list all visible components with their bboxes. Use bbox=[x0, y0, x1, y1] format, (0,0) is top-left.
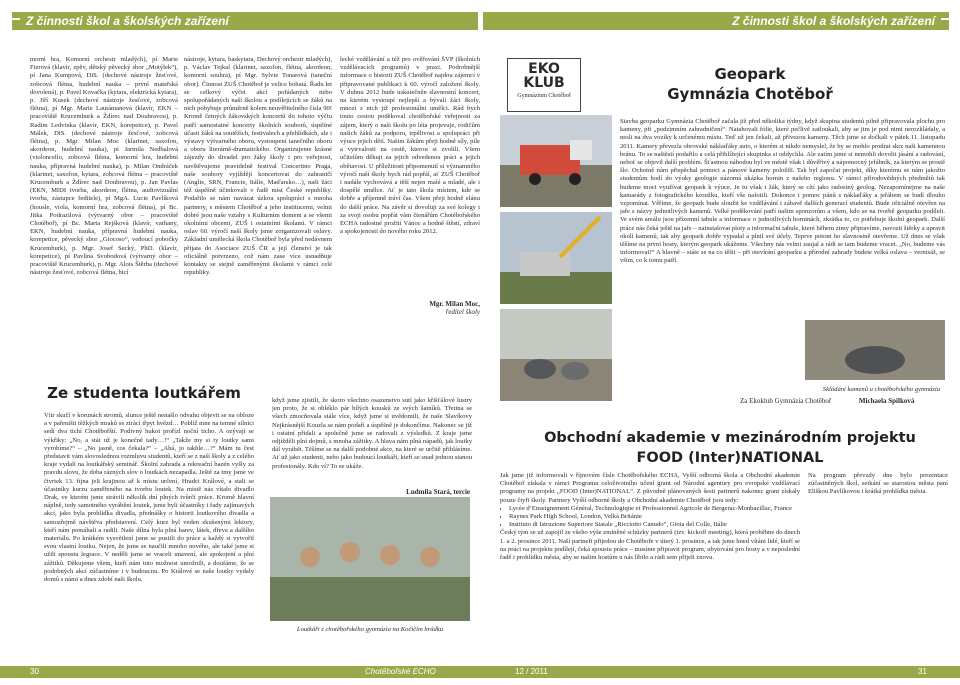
geopark-credits bbox=[740, 397, 950, 405]
footer-page-left: 30 bbox=[30, 667, 39, 676]
geopark-credit-right: Michaela Spilková bbox=[858, 397, 915, 405]
food-text2: Český tým se už zapojil ze všeho výše zmíněné schůzky partnerů (tzv. kickoff meeting), která proběhne do dnech 1. a 2. prosince 2011. Naší partneři přijedou do Chotěboře v úterý 1. prosince, a tak jsme hned vítáni lidé, kteří se na práci na projektu podílejí, čeká spoustu práce – musíme připravit program, ubytování pro hosty a v neposlední řadě i prohlídku města, aby se našim hostům u nás líbilo a rádi sem přijeli znovu. bbox=[500, 529, 800, 562]
footer-issue: 12 / 2011 bbox=[515, 667, 548, 676]
food-title-line1: Obchodní akademie v mezinárodním projektu bbox=[544, 430, 916, 446]
loutkari-text2: když jsme zjistili, že skoro všechno osazenstvo sutí jako křišťálové lustry jen proto, že si obléklo pár bílých kousků ze svých šatníků. Třetina se všech zmocňovala stále více, když jsme si uvědomili, že naše Slavíkovy Nejkrásnější Kouzla se nám podaří a úspěšně je dokončíme. Nakonec se již i ostatní přidali a společně jsme se radovali z výsledků. Z kraje jsme odjížděli plní dojmů, s mnoha zážitky. A hlava nám plná nápadů, jak loutky dál vyrábět. Těšíme se na další podobné akce, na které se určitě přihlásíme. Ať už jako studenti, nebo jako budoucí loutkáři, kteří se snad jednou stanou profesionály. Kdo ví? To se ukáže. bbox=[272, 397, 472, 470]
truck-photo-icon bbox=[500, 115, 612, 207]
loutkari-article bbox=[44, 412, 254, 642]
activities-text: nástroje, kytara, baskytara, Dechový orchestr mladých), p. Václav Tejkal (klarinet, saxofon, flétna, akordeon, komorní souhra), pí Mgr. Sylvie Tonarová (taneční obor). Činnost ZUŠ Chotěboř je velice bohatá. Řadu let se celkový výčet akcí pořádaných nebo spolupořádaných naší školou a podílejících se žáků na nich pohybuje průměrně kolem neuvěřitelného čísla 90! Kromě četných žákovských koncertů do tohoto výčtu patří samostatné koncerty školních souborů, úspěšné účasti žáků na soutěžích, festivalech a přehlídkách, ale i výstavy výtvarného oboru, vystoupení tanečního oboru a oboru literárně-dramatického. Organizujeme krásné zájezdy do divadel pro žáky školy i pro veřejnost, navštěvujeme pravidelně festival Concertino Praga, naše soubory vyjíždějí koncertovat do zahraničí (Anglie, SRN, Francie, Itálie, Maďarsko…), naši žáci též úspěšně účinkovali v řadě míst České republiky. Podařilo se nám navázat úzkou spolupráci s mnoha partnery, s městem Chotěboř a jeho institucemi, velmi dobré jsou naše vztahy s Kulturním domem a se všemi okolními obcemi, ZUŠ i ostatními školami. V rámci oslav 60. výročí naší školy jsme zorganizovali oslavy. Základní umělecká škola Chotěboř byla před nedávnem přijata do Asociace ZUŠ ČR a její členství je tak oficiálně potvrzeno, což nám zase více usnadňuje kontakty se stejně zaměřenými školami v rámci celé republiky. bbox=[184, 56, 332, 277]
logo-line2: KLUB bbox=[523, 75, 565, 91]
footer-bar bbox=[0, 666, 960, 678]
loutkari-text: Vítr skučí v korunách stromů, slunce ještě nenašlo odvahu objevit se na obloze a v pařeništi těžkých mraků se ztrácí třpyt hvězd… Poblíž mne na temné silnici sedí dva tichí Chotěbořští. Podivný hukot prořízl noční ticho. A ozývají se výkřiky: „No, a stát už je konečně tady…!“ „Takže my si ty loutky sami vyrobíme?“ – „No jasně, cos čekala?“ – „Ahá, jo takhle…?“ Mám tu čest představit vám slovoslednou rozmluvu studentů, kteří se z naší školy a z celého kraje vydali na loutkářský seminář. Školní zahrada a rekreační bazén vyšly za pravdu slovu, že doba rázných slov o loutkách nezapadla. Ještě za tmy jsme ve čtvrtek 13. října jeli krajinou až k místu určení, Hradci Králové, a stali se účastníky kurzu zaměřeného na tvorbu loutek. Na místě nás vítalo divadlo Drak, ve kterém jsme strávili několik dní plných tvůrčí práce. Kromě hlavní náplně, tedy samotného vyrábění loutek, jsme byli účastníky i řady zajímavých akcí, jako byla prohlídka divadla, přednášky o historii loutkového divadla a samozřejmě návštěva představení. Celý kurz byl veden zkušenými lektory, kteří nám pomáhali a radili. Naše dílna byla plná barev, látek, dřeva a dalšího materiálu. Po krátkém vysvětlení jsme se pustili do práce a každý si vytvořil svou vlastní loutku. Nejen, že jsme se naučili mnoho nového, ale také jsme si užili spoustu legrace. V neděli jsme se vraceli unavení, ale spokojení a plní zážitků. Děkujeme všem, kteří nám tuto možnost umožnili, a doufáme, že se podobných akcí zúčastníme i v budoucnu. Po Králové se naše loutky vydaly domů s námi a dnes zdobí naši školu. bbox=[44, 412, 254, 584]
ekoklub-logo bbox=[507, 58, 581, 112]
footer-page-right: 31 bbox=[918, 667, 927, 676]
signature-name: Mgr. Milan Moc, bbox=[429, 300, 480, 308]
closing-text: lecké vzdělávání a též pro ověřování ŠVP (školních vzdělávacích programů) v praxi. Podrobnější informace o historii ZUŠ Chotěboř najdou zájemci v připravované publikaci k 60. výročí založení školy. V dubnu 2012 bude uskutečněn slavnostní koncert, na kterém vystoupí nejlepší a bývalí žáci školy, mnozí z nich již profesionálni umělci. Rád bych touto cestou poděkoval chotěbořské veřejnosti za zájem, který o naši školu po léta projevuje, rodičům našich žáků za podporu, trpělivost a spolupráci při výuce jejich dětí. Našim žákům přeji hodně síly, píle a vytrvalosti na cestě, kterou si zvolili. Všem učitelům děkuji za jejich odvedenou práci a jejich obětavost. U příležitosti připomenutí si významného výročí naší školy bych rád popřál, ať ZUŠ Chotěboř i nadále vychovává a těší nejen malé a mladé, ale i dospělé umělce. Ať je tato škola místem, kde se dobře a příjemně tráví čas. Všem přeji hodně elánu do další práce. Na závěr si dovoluji za své kolegy i za svoji osobu popřát vám čtenářům Chotěbořského ECHA radostné prožití Vánoc a hodně štěstí, zdraví a spokojenosti do nového roku 2012. bbox=[340, 56, 480, 236]
puppeteers-photo-icon bbox=[270, 497, 470, 621]
geopark-photo-3 bbox=[500, 309, 612, 401]
staff-list-column bbox=[30, 56, 178, 356]
group-photo-icon bbox=[805, 320, 945, 380]
food-article bbox=[500, 472, 800, 660]
logo-line1: EKO bbox=[528, 61, 560, 77]
header-bar-right bbox=[483, 12, 949, 30]
food-partner-item: • Instituto di Istruzione Superiore Statale „Ricciotto Canudo“, Gioia del Colle, Itálie bbox=[509, 521, 800, 529]
food-title-line2: FOOD (Inter)NATIONAL bbox=[636, 450, 824, 466]
geopark-title-line2: Gymnázia Chotěboř bbox=[667, 85, 833, 103]
geopark-text: Stavba geoparku Gymnázia Chotěboř začala již před několika týdny, když skupina studentů pilně připravovala plochu pro kameny, při „podzimním zahradničení“. Natahovali fólie, které pečlivě zatloukali, aby se jim je pod nimi nerozkládaly, a nesli na dva vozíky k určenému místu. Teď už jen čekali, až přivezou kameny. Těch jsme se dočkali v pátek 11. listopadu 2011. Kamery převezla obrovské náklaďáky auto, o kterém si nikdo nemyslel, že by se mohlo prodrat skrz naši kamennou bránu. To se naštěstí podařilo a celá přihlížející skupinka si oddychla. Ale zatím jsme si nemohli dovolit jásání a radování, neboť se objevil další problém. Šťastnou náhodou byl ve městě však i důvěřivý a nápomocný jeřábník, za kterým se prostě šlo. Ochotně nám přispěchal pomoci a pánové kameny položili. Tak byl započat projekt, díky kterému se nám jakožto studentům hodí do výuky geologie názorná ukázka hornin z našeho regionu. V rámci přírodovědných předmětů tak budeme moci využívat geopark k výuce. Je tu však i žák, který se cítí jako radostný geolog. Nezapomínejme na naše kamarády z fotografického kroužku, kteří vše nafotili. Dokonce i pomoc pánů s náklaďáky a jeřábem se budí dlouho vzpomínat. Věříme, že geopark bude sloužit ke vzdělávání i zábavě dalších generací studentů. Bude oficiálně otevřen na jaře s názvy jednotlivých kamenů. Velké poděkování patří našim sponzorům a všem, kdo se na tvorbě geoparku podíleli. Ve svém areálu jsou přízemní tabule a informace o jednotlivých horninách, zkrátka to, co potřebuje školní geopark. Další práce nás čeká ještě na jaře – nainstalovat ploty a informační tabule, které během zimy připravíme, navozit štěrky a upravit okolí kamenů, tak aby geopark dobře vypadal a plnil své účely. Teprve potom ho slavnostně otevřeme. Už dnes se však těšíme na první hosty, kterým geopark ukážeme. Všechny nás velmi zaujal a rádi se tam budeme vracet. „No, budeme vás informovat!“ A hlavně – státe se na co těšit – při otevírání geoparku a přírodní zahrady budete velká oslava – vernisáž, se vším, co k tomu patří. bbox=[620, 118, 945, 265]
footer-magazine: Chotěbořské ECHO bbox=[365, 667, 436, 676]
geopark-photo-2 bbox=[500, 212, 612, 304]
geopark-credit-left: Za Ekoklub Gymnázia Chotěboř bbox=[740, 397, 832, 405]
loutkari-photo-caption: Loutkáři z chotěbořského gymnázia na Kočičím hrádku bbox=[296, 626, 444, 633]
food-partner-item: • Raynes Park High School, London, Velká Británie bbox=[509, 513, 800, 521]
header-title-right: Z činnosti škol a školských zařízení bbox=[732, 14, 935, 28]
food-partner-item: • Lycée d’Enseignement Général, Technologique et Professionnel Agricole de Bergerac-Monbazillac, France bbox=[509, 505, 800, 513]
geopark-photo-4 bbox=[805, 320, 945, 380]
stones-photo-icon bbox=[500, 309, 612, 401]
loutkari-title: Ze studenta loutkářem bbox=[47, 384, 241, 402]
header-title-left: Z činnosti škol a školských zařízení bbox=[26, 14, 229, 28]
geopark-title bbox=[600, 64, 900, 104]
food-text3: Na program převzdy dne bylo prezentace zúčastněných škol, setkání se starostou města paní Eliškou Pavlíkovou i krátká prohlídka města. bbox=[808, 472, 948, 496]
geopark-photo-caption: Skládání kamenů u chotěbořského gymnázia bbox=[822, 386, 940, 393]
food-article-sidecol bbox=[808, 472, 948, 592]
signature-block bbox=[340, 300, 480, 316]
activities-column bbox=[184, 56, 332, 366]
geopark-title-line1: Geopark bbox=[714, 65, 786, 83]
header-tick-icon bbox=[10, 18, 20, 20]
closing-column bbox=[340, 56, 480, 296]
header-tick-icon bbox=[941, 18, 951, 20]
food-partners-list bbox=[500, 505, 800, 530]
geopark-photo-1 bbox=[500, 115, 612, 207]
crane-photo-icon bbox=[500, 212, 612, 304]
loutkari-sign: Ludmila Stará, tercie bbox=[406, 488, 470, 496]
header-bar-left bbox=[12, 12, 478, 30]
loutkari-photo bbox=[270, 497, 470, 621]
food-text1: Jak jsme již informovali v říjnovém čísle Chotěbořského ECHA, Vyšší odborná škola a Obchodní akademie Chotěboř získala v rámci Programu celoživotního učení grant od Národní agentury pro evropské vzdělávací programy na projekt „FOOD (Inter)NATIONAL“. Z původně plánovaných šesti partnerů nakonec grant získaly pouze čtyři školy. Partnery Vyšší odborné školy a Obchodní akademie Chotěboř jsou tedy: bbox=[500, 472, 800, 504]
loutkari-article-continued bbox=[272, 397, 472, 487]
signature-role: ředitel školy bbox=[445, 308, 480, 316]
logo-line3: Gymnázium Chotěboř bbox=[517, 93, 571, 99]
staff-list-text: mornί hra, Komornί orchestr mladých), pí Marie Fierová (klavír, zpěv, dětský pěvecký sbor „Motýlek“), pí Jana Kumpová, DiS. (dechové nástroje žesťové, zobcová flétna, hudební nauka – první mateřská dovolená), p. Pavel Kovačka (kytara, elektrická kytara), p. Jiří Kusek (dechové nástroje žesťové, zobcová flétna), pí Mgr. Marie Lautámanová (klavír, EKN – pracoviště Krucemburk a Ždírec nad Doubravou), p. Radim Ledvinka (klavír, EKN, korepetice), p. Pavel Málek, DiS. (dechové nástroje žesťové, zobcová flétna), p. Mgr. Milan Moc (klarinet, saxofon, akordeon, hudební nauka), pí Jarmila Nedbalová (violoncello, zobcová flétna, komorní hra, hudební nauka, přípravná hudební nauka), p. Milan Ondráček (klarinet, saxofon, kytara, zobcová flétna – pracoviště Krucemburk a Ždírec nad Doubravou), p. Jan Pavlas (EKN, MIDI tvorba, akordeon, flétna, audiovizuální tvorba, zástupce ředitele), pí MgA. Lucie Pavlíková (housle, viola, komorní hra, zobcová flétna), pí Bc. Jitka Podrazilová (výtvarný obor – pracoviště Chotěboř), pí Bc. Marta Rejšková (klavír, varhany, EKN, hudební nauka, přípravná hudební nauka, korepetice, pěvecký sbor „Giocoso“, vedoucí pobočky Krucemburk), p. Mgr. Josef Secký, PhD. (klavír, korepetice), pí Pavlína Svobodová (výtvarný obor – pracoviště Krucemburk), p. Mgr. Alois Štěrba (dechové nástroje žesťové, zobcová flétna, bicí bbox=[30, 56, 178, 277]
food-title bbox=[500, 428, 960, 468]
